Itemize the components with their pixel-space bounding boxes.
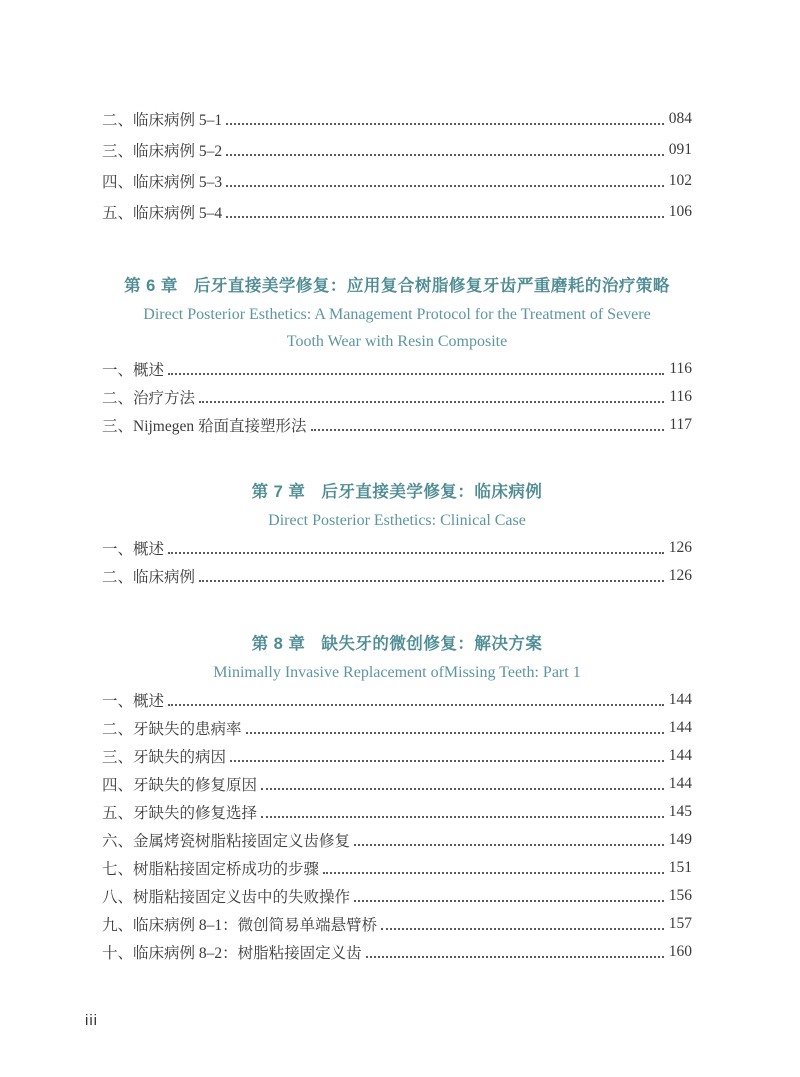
table-of-contents — [102, 103, 692, 966]
toc-entry-label: 八、树脂粘接固定义齿中的失败操作 — [102, 889, 351, 906]
toc-entry-page: 151 — [668, 859, 692, 876]
toc-entry — [102, 854, 692, 882]
toc-entry-page: 144 — [668, 691, 692, 708]
toc-entry — [102, 770, 692, 798]
leader-dots — [226, 185, 664, 187]
toc-entry-label: 三、临床病例 5–2 — [102, 142, 223, 160]
toc-entry-label: 七、树脂粘接固定桥成功的步骤 — [102, 861, 320, 878]
toc-entry-label: 二、牙缺失的患病率 — [102, 721, 242, 738]
chapter-subtitle-english: Tooth Wear with Resin Composite — [286, 333, 508, 350]
leader-dots — [354, 900, 664, 902]
footer-page-number: iii — [85, 1012, 98, 1029]
toc-entry — [102, 910, 692, 938]
toc-entry — [102, 103, 692, 134]
leader-dots — [261, 788, 664, 790]
chapter-subtitle-english: Direct Posterior Esthetics: A Management Protocol for the Treatment of Severe — [143, 306, 651, 323]
chapter-number: 第 8 章 — [251, 635, 306, 653]
toc-entry-label: 二、治疗方法 — [102, 390, 196, 407]
toc-entry — [102, 938, 692, 966]
leader-dots — [381, 928, 664, 930]
toc-entry — [102, 134, 692, 165]
toc-entry — [102, 534, 692, 562]
toc-entry-label: 四、牙缺失的修复原因 — [102, 777, 258, 794]
toc-entry-page: 157 — [668, 915, 692, 932]
toc-entry-page: 144 — [668, 775, 692, 792]
toc-entry-page: 144 — [668, 747, 692, 764]
toc-entry-page: 145 — [668, 803, 692, 820]
chapter-section — [102, 629, 692, 966]
chapter-number: 第 6 章 — [124, 277, 178, 295]
toc-entry — [102, 798, 692, 826]
toc-entry-page: 126 — [668, 567, 692, 584]
toc-entry-label: 二、临床病例 — [102, 569, 196, 586]
leader-dots — [199, 401, 664, 403]
leader-dots — [168, 373, 664, 375]
leader-dots — [226, 216, 664, 218]
toc-entry — [102, 355, 692, 383]
leader-dots — [261, 816, 664, 818]
toc-entry-page: 156 — [668, 887, 692, 904]
toc-entry-page: 084 — [668, 109, 692, 127]
chapter-name: 缺失牙的微创修复：解决方案 — [321, 635, 543, 653]
chapter-title — [102, 629, 692, 659]
toc-entry-label: 一、概述 — [102, 541, 165, 558]
toc-section — [102, 103, 692, 227]
toc-entry-label: 五、临床病例 5–4 — [102, 204, 223, 222]
leader-dots — [199, 580, 664, 582]
toc-entry — [102, 196, 692, 227]
toc-entry-label: 一、概述 — [102, 693, 165, 710]
toc-entry-label: 五、牙缺失的修复选择 — [102, 805, 258, 822]
toc-entry-label: 一、概述 — [102, 362, 165, 379]
chapter-subtitle-english: Minimally Invasive Replacement ofMissing Teeth: Part 1 — [213, 664, 581, 681]
toc-entry — [102, 165, 692, 196]
toc-entry-label: 二、临床病例 5–1 — [102, 111, 223, 129]
toc-entry — [102, 882, 692, 910]
toc-entry-page: 117 — [669, 416, 692, 433]
chapter-name: 后牙直接美学修复：临床病例 — [321, 483, 543, 501]
toc-entry-page: 144 — [668, 719, 692, 736]
chapter-name: 后牙直接美学修复：应用复合树脂修复牙齿严重磨耗的治疗策略 — [193, 277, 670, 295]
leader-dots — [246, 732, 664, 734]
leader-dots — [168, 552, 664, 554]
chapter-section — [102, 477, 692, 590]
toc-entry-page: 102 — [668, 171, 692, 189]
toc-entry-label: 三、牙缺失的病因 — [102, 749, 227, 766]
toc-entry-page: 116 — [669, 388, 692, 405]
toc-entry-label: 六、金属烤瓷树脂粘接固定义齿修复 — [102, 833, 351, 850]
toc-entry-label: 三、Nijmegen 𬌗面直接塑形法 — [102, 418, 307, 435]
toc-entry-page: 091 — [668, 140, 692, 158]
toc-entry — [102, 411, 692, 439]
toc-entry-page: 126 — [668, 539, 692, 556]
leader-dots — [230, 760, 664, 762]
leader-dots — [366, 956, 664, 958]
toc-entry-label: 四、临床病例 5–3 — [102, 173, 223, 191]
leader-dots — [168, 704, 664, 706]
chapter-title — [102, 477, 692, 507]
leader-dots — [226, 123, 664, 125]
toc-entry-page: 106 — [668, 202, 692, 220]
leader-dots — [226, 154, 664, 156]
leader-dots — [354, 844, 664, 846]
toc-entry-label: 九、临床病例 8–1：微创简易单端悬臂桥 — [102, 917, 378, 934]
toc-entry — [102, 742, 692, 770]
toc-entry-page: 160 — [668, 943, 692, 960]
leader-dots — [323, 872, 664, 874]
chapter-subtitle-english: Direct Posterior Esthetics: Clinical Case — [268, 512, 526, 529]
chapter-title — [102, 271, 692, 301]
toc-entry — [102, 826, 692, 854]
chapter-number: 第 7 章 — [251, 483, 306, 501]
toc-entry — [102, 562, 692, 590]
toc-entry-label: 十、临床病例 8–2：树脂粘接固定义齿 — [102, 945, 362, 962]
leader-dots — [311, 429, 665, 431]
toc-entry — [102, 383, 692, 411]
toc-entry-page: 116 — [669, 360, 692, 377]
toc-entry-page: 149 — [668, 831, 692, 848]
chapter-section — [102, 271, 692, 439]
toc-entry — [102, 714, 692, 742]
toc-entry — [102, 686, 692, 714]
